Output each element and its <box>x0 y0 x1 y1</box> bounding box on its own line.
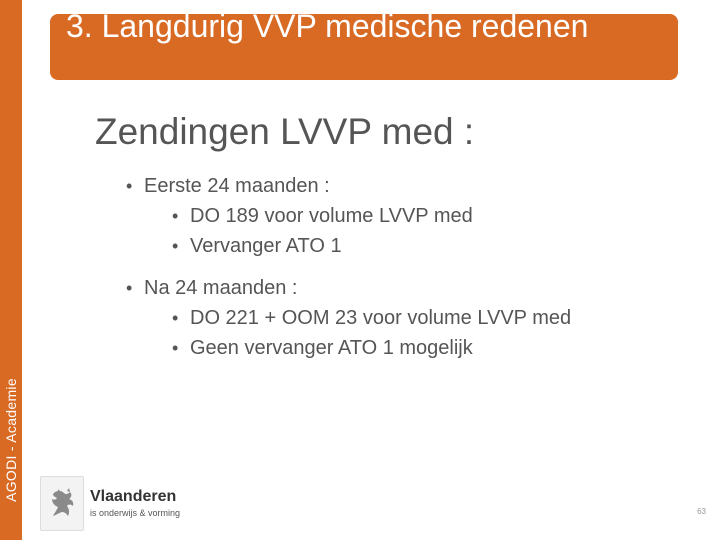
sub-bullet-text: DO 189 voor volume LVVP med <box>190 205 473 227</box>
sub-bullet-item <box>172 306 571 330</box>
vlaanderen-logo <box>40 476 210 531</box>
page-number: 63 <box>697 507 706 516</box>
bullet-dot: • <box>126 176 133 196</box>
logo-tagline: is onderwijs & vorming <box>90 508 181 518</box>
logo-name: Vlaanderen <box>90 488 177 505</box>
bullet-text: Na 24 maanden : <box>144 277 298 299</box>
sub-bullet-item <box>172 336 473 360</box>
slide-title: 3. Langdurig VVP medische redenen <box>66 8 589 44</box>
sub-bullet-text: Geen vervanger ATO 1 mogelijk <box>190 337 473 359</box>
bullet-dot: • <box>126 278 133 298</box>
bullet-dot: • <box>172 338 179 358</box>
sub-bullet-text: Vervanger ATO 1 <box>190 235 342 257</box>
slide-subtitle: Zendingen LVVP med : <box>95 111 475 152</box>
sidebar-label: AGODI - Academie <box>3 378 19 502</box>
sub-bullet-item <box>172 234 342 258</box>
lion-logo-icon <box>40 476 84 531</box>
bullet-dot: • <box>172 308 179 328</box>
bullet-item <box>126 174 330 198</box>
lion-icon <box>50 488 76 520</box>
bullet-text: Eerste 24 maanden : <box>144 175 330 197</box>
bullet-dot: • <box>172 236 179 256</box>
sub-bullet-item <box>172 204 473 228</box>
bullet-item <box>126 276 297 300</box>
bullet-dot: • <box>172 206 179 226</box>
sub-bullet-text: DO 221 + OOM 23 voor volume LVVP med <box>190 307 572 329</box>
